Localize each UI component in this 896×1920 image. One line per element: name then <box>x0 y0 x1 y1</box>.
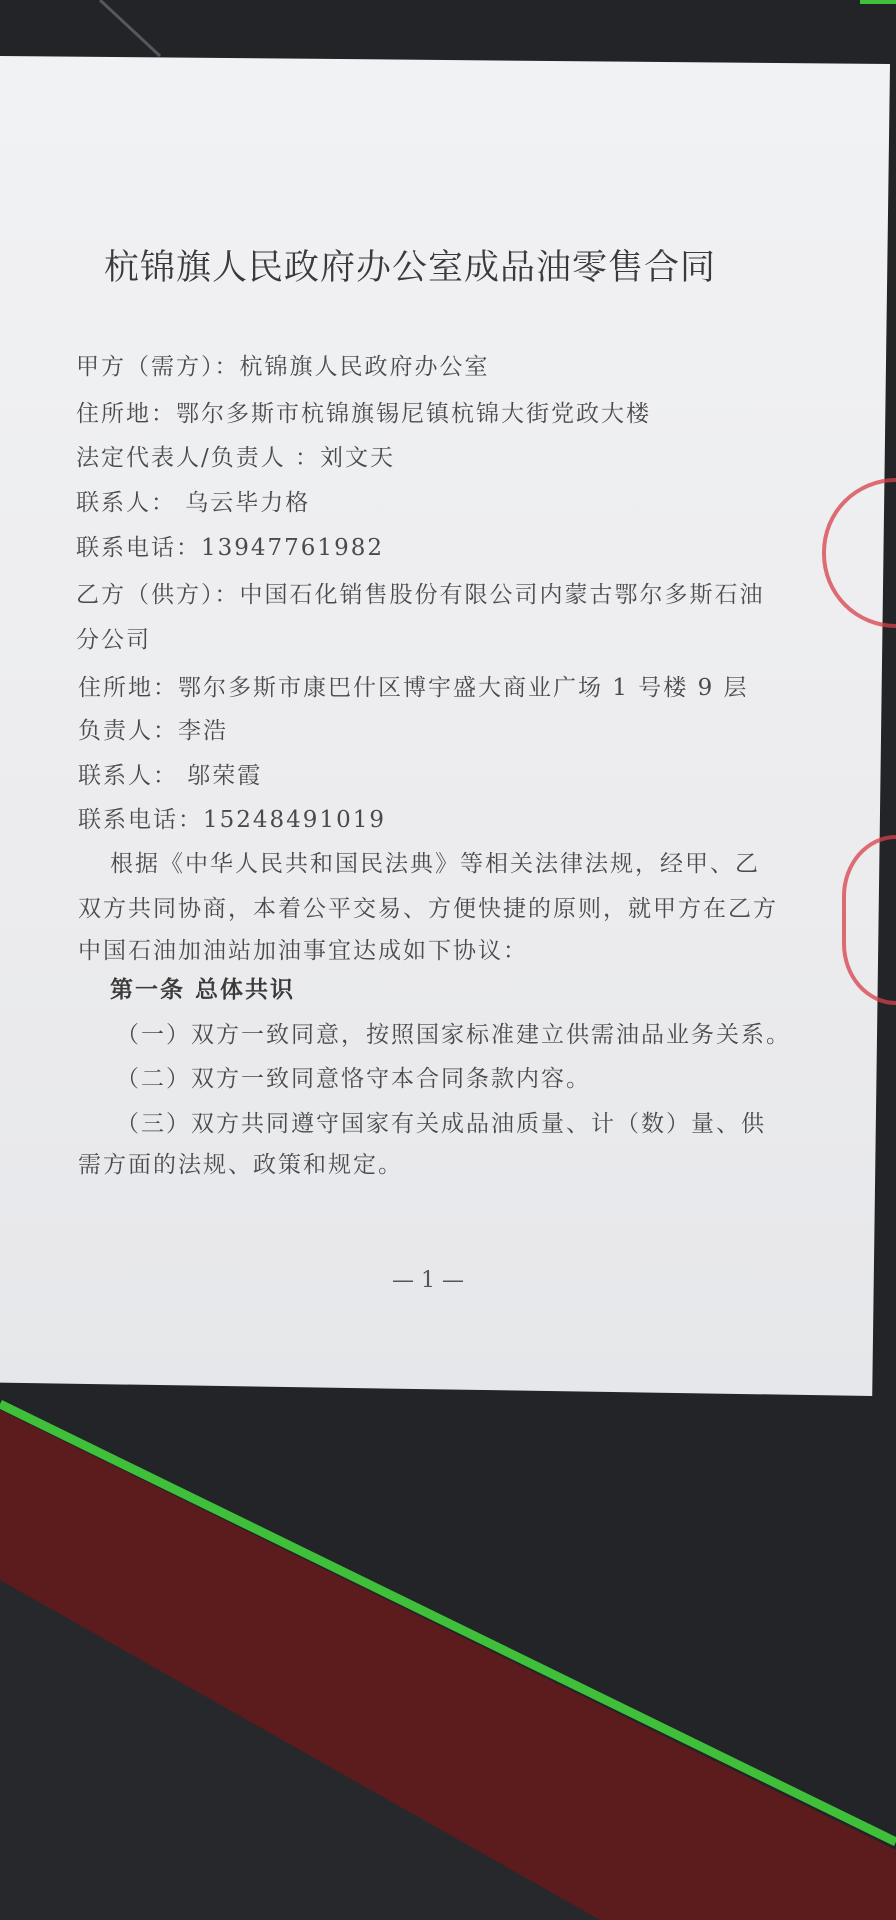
clause-3: （三）双方共同遵守国家有关成品油质量、计（数）量、供 <box>116 1111 766 1137</box>
article-heading: 第一条 总体共识 <box>110 977 296 1003</box>
clause-2: （二）双方一致同意恪守本合同条款内容。 <box>116 1066 591 1092</box>
party-a-representative: 法定代表人/负责人 ：刘文天 <box>76 445 396 471</box>
party-b-representative: 负责人：李浩 <box>78 718 228 744</box>
party-a-address: 住所地：鄂尔多斯市杭锦旗锡尼镇杭锦大街党政大楼 <box>76 401 651 427</box>
party-b-cont: 分公司 <box>76 627 151 653</box>
party-a-phone: 联系电话：13947761982 <box>76 535 384 561</box>
preamble-line: 双方共同协商，本着公平交易、方便快捷的原则，就甲方在乙方 <box>78 896 778 922</box>
preamble-line: 根据《中华人民共和国民法典》等相关法律法规，经甲、乙 <box>110 851 760 877</box>
party-b-phone: 联系电话：15248491019 <box>78 807 386 833</box>
document-title: 杭锦旗人民政府办公室成品油零售合同 <box>104 248 717 288</box>
party-a: 甲方（需方）：杭锦旗人民政府办公室 <box>76 354 490 380</box>
clause-1: （一）双方一致同意，按照国家标准建立供需油品业务关系。 <box>116 1022 791 1048</box>
clause-3-cont: 需方面的法规、政策和规定。 <box>78 1152 403 1178</box>
party-a-contact: 联系人： 乌云毕力格 <box>76 490 311 516</box>
party-b: 乙方（供方）：中国石化销售股份有限公司内蒙古鄂尔多斯石油 <box>76 582 765 608</box>
preamble-line: 中国石油加油站加油事宜达成如下协议： <box>78 938 528 964</box>
party-b-address: 住所地：鄂尔多斯市康巴什区博宇盛大商业广场 1 号楼 9 层 <box>78 675 749 701</box>
page-number: — 1 — <box>392 1268 464 1293</box>
party-b-contact: 联系人： 邬荣霞 <box>78 763 263 789</box>
